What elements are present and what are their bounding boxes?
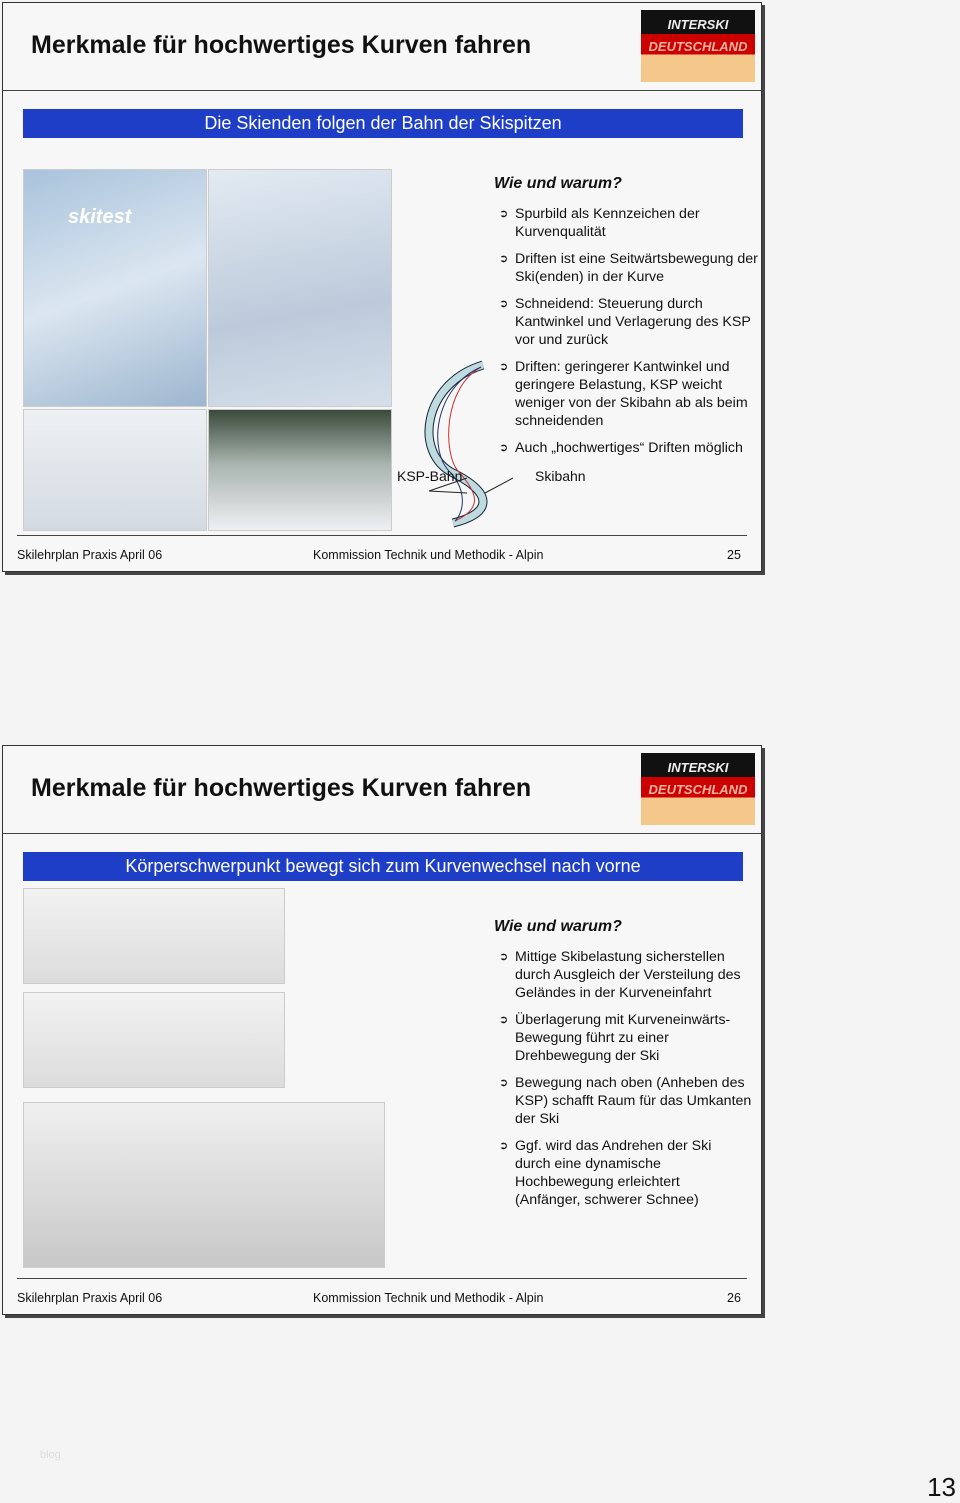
list-item: ➲ Driften ist eine Seitwärtsbewegung der Ski(enden) in der Kurve (499, 251, 758, 285)
footer-left: Skilehrplan Praxis April 06 (17, 548, 163, 562)
interski-logo: INTERSKI DEUTSCHLAND (641, 753, 755, 825)
divider (3, 90, 761, 91)
footer-left: Skilehrplan Praxis April 06 (17, 1291, 163, 1305)
list-item: ➲ Bewegung nach oben (Anheben des KSP) schafft Raum für das Umkanten der Ski (499, 1075, 752, 1127)
arrow-right-circle-icon: ➲ (499, 361, 509, 373)
footer-center: Kommission Technik und Methodik - Alpin (313, 548, 544, 562)
watermark: blog (40, 1449, 61, 1461)
footer-center: Kommission Technik und Methodik - Alpin (313, 1291, 544, 1305)
arrow-right-circle-icon: ➲ (499, 208, 509, 220)
arrow-right-circle-icon: ➲ (499, 1014, 509, 1026)
snow-tracks-photo (208, 169, 392, 407)
slide-25 (2, 2, 762, 572)
slide-number: 26 (727, 1291, 741, 1305)
divider (17, 1278, 747, 1279)
arrow-right-circle-icon: ➲ (499, 1140, 509, 1152)
arrow-right-circle-icon: ➲ (499, 298, 509, 310)
list-item: ➲ Mittige Skibelastung sicherstellen durch Ausgleich der Versteilung des Geländes in der Kurveneinfahrt (499, 949, 741, 1001)
page-number: 13 (927, 1472, 956, 1502)
list-item: ➲ Überlagerung mit Kurveneinwärts-Bewegung führt zu einer Drehbewegung der Ski (499, 1012, 731, 1064)
slide-26 (2, 745, 762, 1315)
list-item: ➲ Ggf. wird das Andrehen der Ski durch eine dynamische Hochbewegung erleichtert (Anfänger, schwerer Schnee) (499, 1138, 712, 1208)
bullet-list (497, 205, 759, 466)
ksp-bahn-label: KSP-Bahn (397, 468, 463, 484)
bullet-list (497, 948, 759, 1218)
slide-title: Merkmale für hochwertiges Kurven fahren (31, 774, 532, 802)
skiers-sequence-photo-2 (23, 992, 285, 1088)
slide-banner: Die Skienden folgen der Bahn der Skispitzen (23, 109, 743, 138)
slide-title: Merkmale für hochwertiges Kurven fahren (31, 31, 532, 59)
skiers-sequence-photo-1 (23, 888, 285, 984)
subheading: Wie und warum? (494, 918, 622, 935)
list-item: ➲ Driften: geringerer Kantwinkel und geringere Belastung, KSP weicht weniger von der Skibahn ab als beim schneidenden (499, 359, 748, 429)
list-item: ➲ Schneidend: Steuerung durch Kantwinkel und Verlagerung des KSP vor und zurück (499, 296, 751, 348)
skier-forest-photo (208, 409, 392, 531)
divider (17, 535, 747, 536)
divider (3, 833, 761, 834)
list-item: ➲ Auch „hochwertiges“ Driften möglich (499, 440, 743, 456)
arrow-right-circle-icon: ➲ (499, 442, 509, 454)
interski-logo: INTERSKI DEUTSCHLAND (641, 10, 755, 82)
arrow-right-circle-icon: ➲ (499, 253, 509, 265)
skibahn-label: Skibahn (535, 468, 586, 484)
subheading: Wie und warum? (494, 175, 622, 192)
slide-banner: Körperschwerpunkt bewegt sich zum Kurvenwechsel nach vorne (23, 852, 743, 881)
slide-number: 25 (727, 548, 741, 562)
arrow-right-circle-icon: ➲ (499, 951, 509, 963)
ski-tracks-photo: skitest (23, 169, 207, 407)
slalom-sequence-photo (23, 1102, 385, 1268)
list-item: ➲ Spurbild als Kennzeichen der Kurvenqualität (499, 206, 700, 240)
arrow-right-circle-icon: ➲ (499, 1077, 509, 1089)
racer-photo (23, 409, 207, 531)
